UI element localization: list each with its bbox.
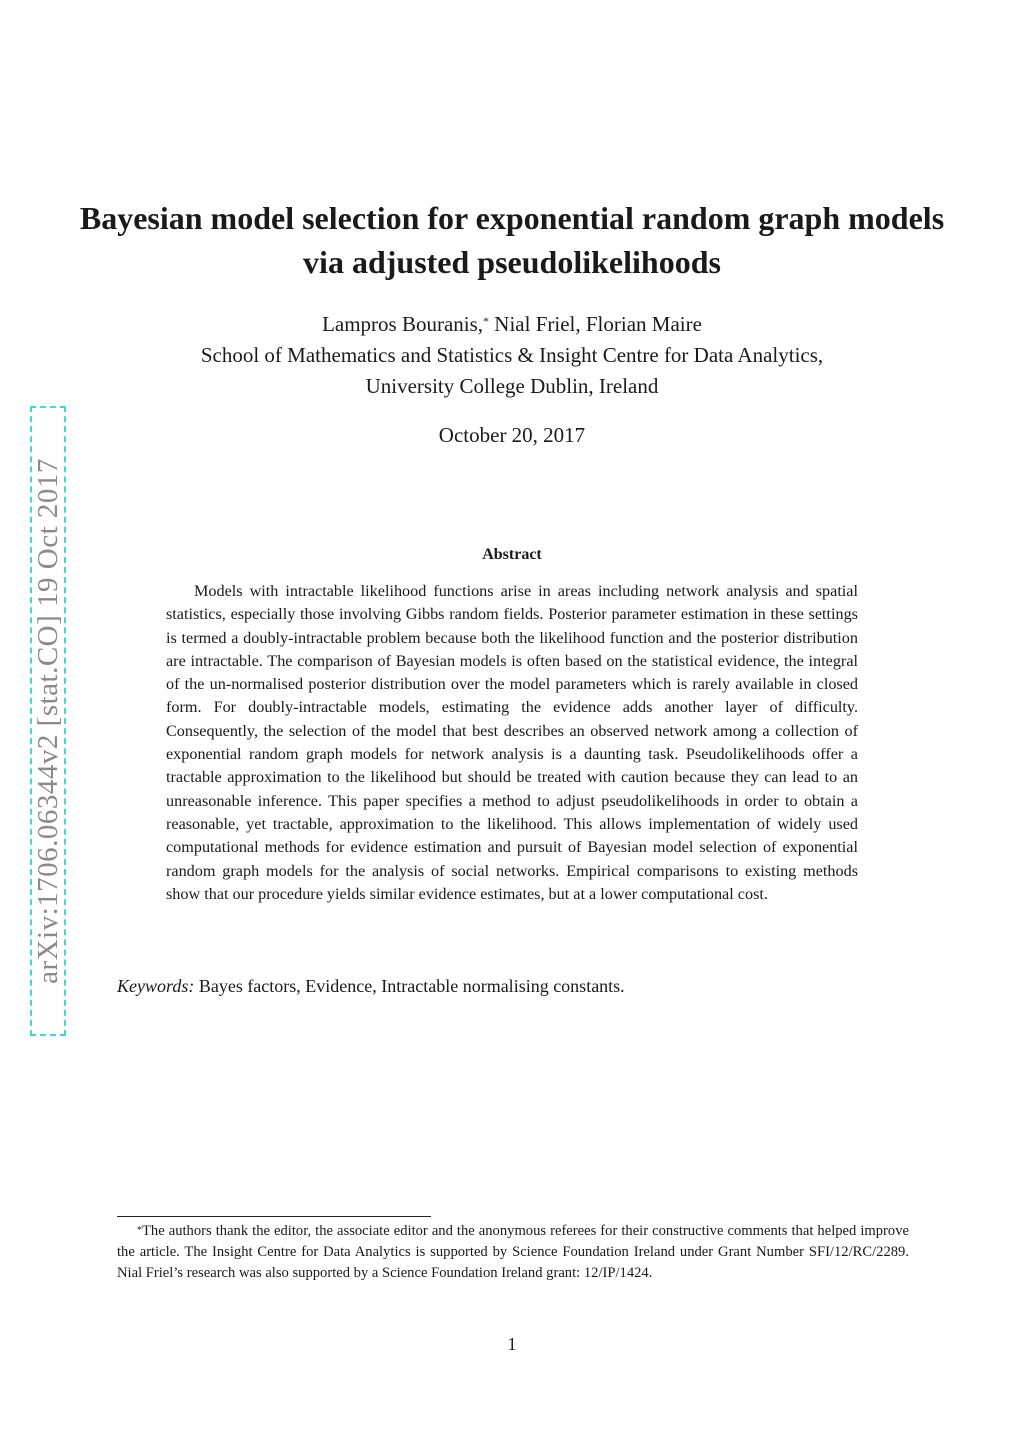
publication-date: October 20, 2017 [438,423,586,447]
keywords-label: Keywords: [117,976,195,996]
author-block [60,309,964,402]
first-author: Lampros Bouranis, [322,312,484,336]
footnote-marker: * [137,1225,142,1236]
abstract-heading: Abstract [482,546,542,563]
author-footnote-marker[interactable]: * [483,314,490,328]
footnote [117,1221,909,1284]
affiliation-line-1: School of Mathematics and Statistics & Insight Centre for Data Analytics, [200,343,824,367]
footnote-text: The authors thank the editor, the associate editor and the anonymous referees for their constructive comments that helped improve the article. The Insight Centre for Data Analytics is supported by Science Foundation Ireland under Grant Number SFI/12/RC/2289. Nial Friel’s research was also supported by a Science Foundation Ireland grant: 12/IP/1424. [117,1223,909,1281]
paper-title: Bayesian model selection for exponential random graph models via adjusted pseudolikelihoods [79,200,945,280]
keywords-text: Bayes factors, Evidence, Intractable normalising constants. [198,976,625,996]
author-list [60,309,964,340]
arxiv-identifier-stamp: arXiv:1706.06344v2 [stat.CO] 19 Oct 2017 [30,406,66,1036]
affiliation-line-2: University College Dublin, Ireland [365,374,659,398]
other-authors: Nial Friel, Florian Maire [494,312,702,336]
abstract-body: Models with intractable likelihood functions arise in areas including network analysis and spatial statistics, especially those involving Gibbs random fields. Posterior parameter estimation in these settings is termed a doubly-intractable problem because both the likelihood function and the posterior distribution are intractable. The comparison of Bayesian models is often based on the statistical evidence, the integral of the un-normalised posterior distribution over the model parameters which is rarely available in closed form. For doubly-intractable models, estimating the evidence adds another layer of difficulty. Consequently, the selection of the model that best describes an observed network among a collection of exponential random graph models for network analysis is a daunting task. Pseudolikelihoods offer a tractable approximation to the likelihood but should be treated with caution because they can lead to an unreasonable inference. This paper specifies a method to adjust pseudolikelihoods in order to obtain a reasonable, yet tractable, approximation to the likelihood. This allows implementation of widely used computational methods for evidence estimation and pursuit of Bayesian model selection of exponential random graph models for the analysis of social networks. Empirical comparisons to existing methods show that our procedure yields similar evidence estimates, but at a lower computational cost. [166,582,858,903]
footnote-divider [117,1216,431,1217]
page-number: 1 [507,1334,517,1354]
keywords [117,973,917,999]
